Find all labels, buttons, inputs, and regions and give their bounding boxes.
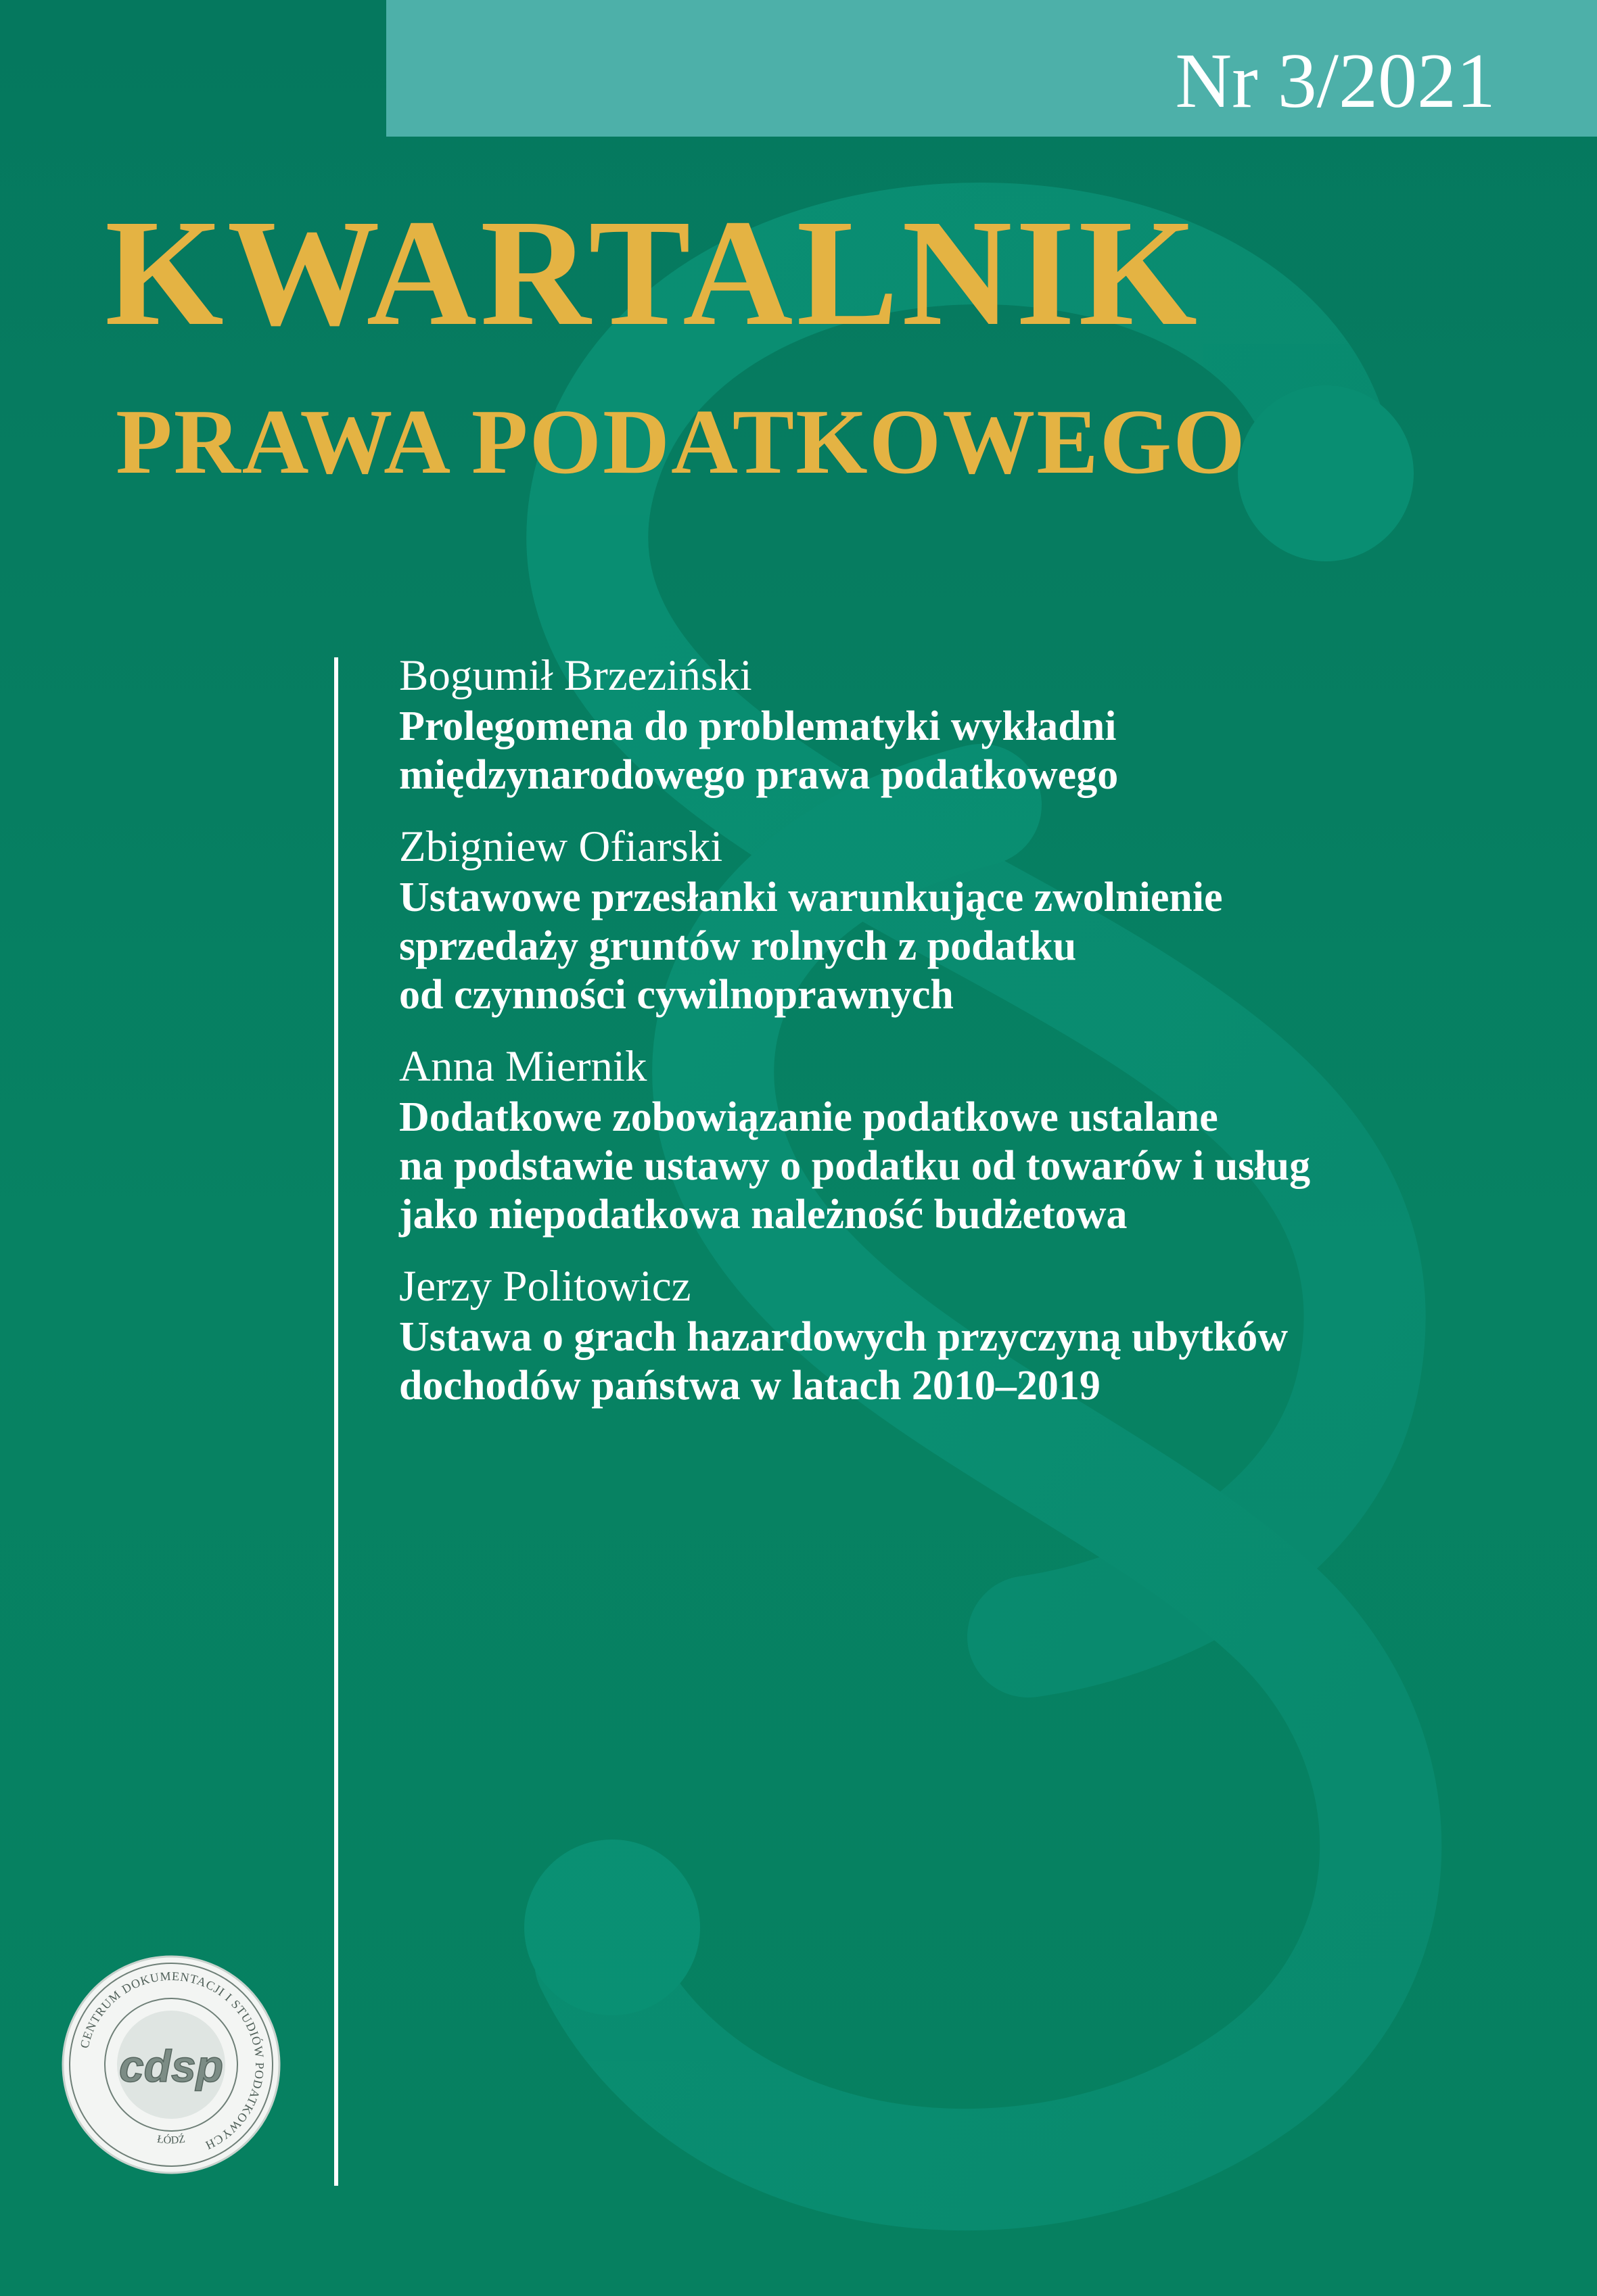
table-of-contents	[399, 649, 1481, 1431]
article-title: Dodatkowe zobowiązanie podatkowe ustalane na podstawie ustawy o podatku od towarów i usług jako niepodatkowa należność budżetowa	[399, 1094, 1311, 1238]
cdsp-seal-icon	[60, 1953, 283, 2176]
article-entry-3	[399, 1040, 1481, 1239]
seal-ring-text: CENTRUM DOKUMENTACJI I STUDIÓW PODATKOWYCH	[77, 1969, 267, 2153]
article-entry-2	[399, 820, 1481, 1019]
article-author: Anna Miernik	[399, 1042, 647, 1091]
contents-divider	[334, 657, 338, 2186]
article-title: Prolegomena do problematyki wykładni międzynarodowego prawa podatkowego	[399, 703, 1119, 798]
article-author: Zbigniew Ofiarski	[399, 822, 723, 871]
journal-title: KWARTALNIK	[105, 188, 1201, 357]
issue-number: Nr 3/2021	[1175, 38, 1496, 124]
article-entry-4	[399, 1260, 1481, 1410]
seal-monogram: cdsp	[118, 2041, 224, 2091]
article-entry-1	[399, 649, 1481, 799]
article-title: Ustawa o grach hazardowych przyczyną ubytków dochodów państwa w latach 2010–2019	[399, 1314, 1289, 1409]
seal-city: ŁÓDŹ	[156, 2133, 186, 2147]
article-author: Jerzy Politowicz	[399, 1262, 691, 1311]
article-author: Bogumił Brzeziński	[399, 651, 752, 700]
journal-subtitle: PRAWA PODATKOWEGO	[116, 390, 1247, 493]
article-title: Ustawowe przesłanki warunkujące zwolnienie sprzedaży gruntów rolnych z podatku od czynności cywilnoprawnych	[399, 874, 1223, 1018]
